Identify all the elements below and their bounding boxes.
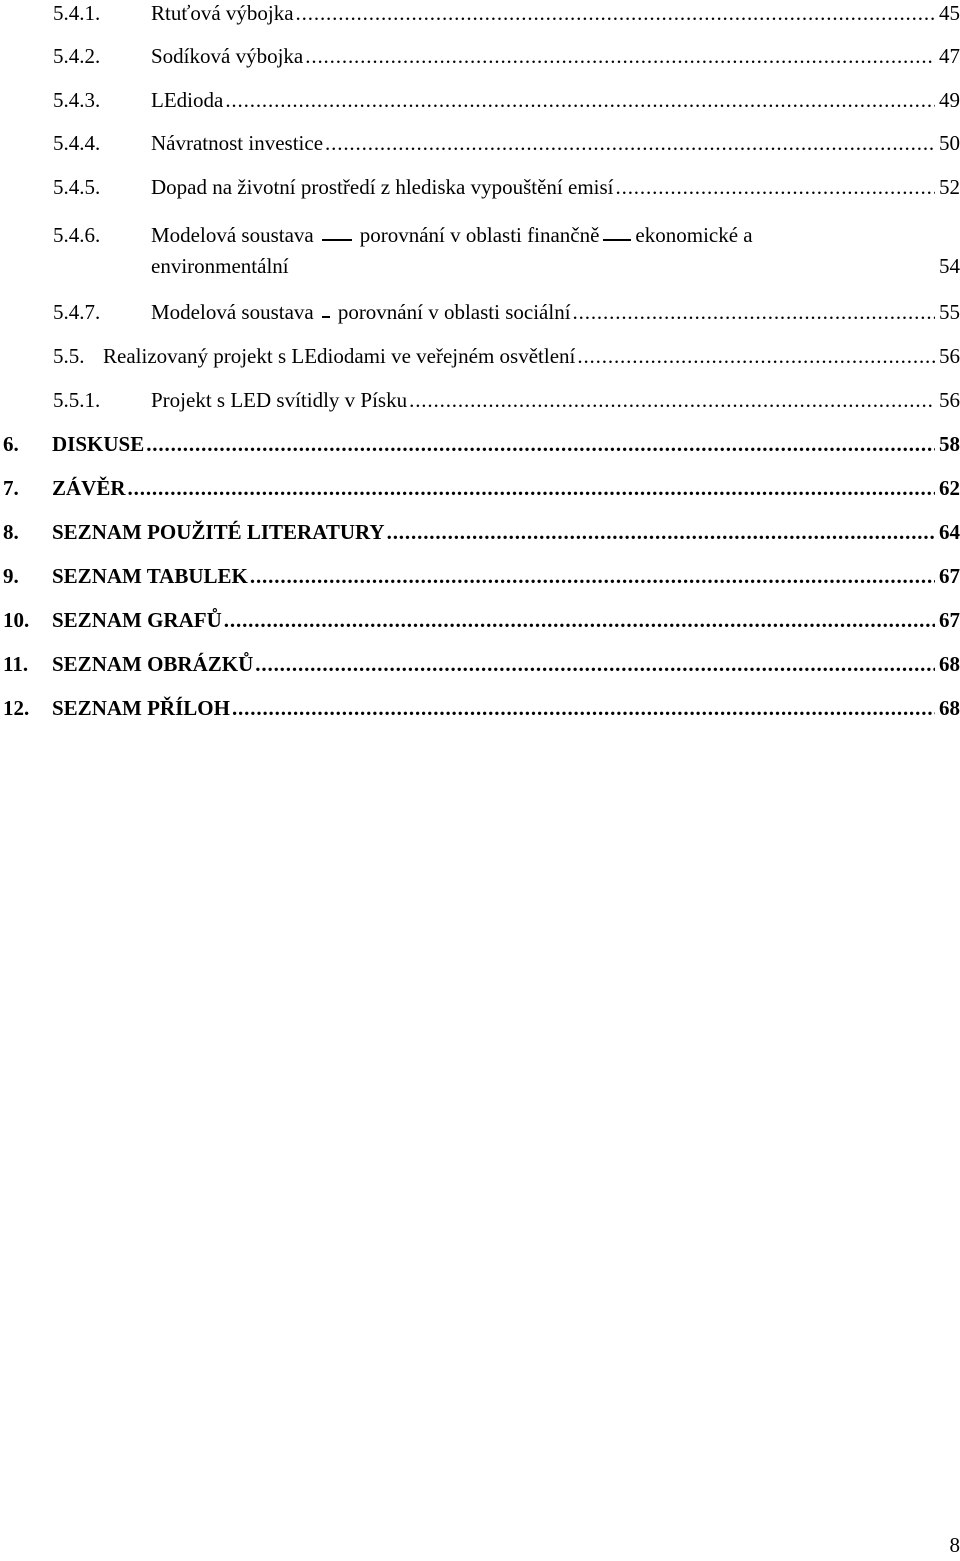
dot-leader [387,519,935,545]
toc-entry-title: SEZNAM TABULEK [52,564,248,588]
toc-entry-title: Realizovaný projekt s LEdiodami ve veřejném osvětlení [103,344,576,368]
toc-entry[interactable] [53,43,960,69]
toc-entry-page: 54 [939,254,960,278]
toc-entry-number: 5.4.7. [53,300,101,324]
toc-entry-number: 10. [3,608,30,632]
dash-separator [322,239,352,241]
toc-entry-title-part: Modelová soustava [151,223,314,247]
dot-leader [325,130,935,156]
toc-entry[interactable] [3,475,960,501]
toc-entry-number: 6. [3,432,19,456]
toc-entry-page: 47 [939,44,960,68]
toc-entry-title: SEZNAM OBRÁZKŮ [52,652,254,676]
toc-entry-number: 5.4.1. [53,1,101,25]
toc-entry-number: 5.4.6. [53,223,101,247]
toc-entry-title: Projekt s LED svítidly v Písku [151,388,408,412]
dot-leader [232,695,935,721]
toc-entry[interactable] [53,222,960,248]
toc-entry-page: 68 [939,696,960,720]
toc-entry-page: 56 [939,388,960,412]
toc-entry-title-part: porovnání v oblasti sociální [337,300,571,324]
toc-entry-title-part: ekonomické a [635,223,753,247]
toc-entry-continuation[interactable] [151,253,960,279]
toc-entry-page: 64 [939,520,960,544]
toc-entry-title: DISKUSE [52,432,145,456]
toc-entry-number: 5.4.3. [53,88,101,112]
toc-entry[interactable] [3,563,960,589]
toc-entry-page: 68 [939,652,960,676]
toc-entry-title: Rtuťová výbojka [151,1,294,25]
toc-entry[interactable] [53,387,960,413]
toc-entry-page: 45 [939,1,960,25]
toc-entry-page: 58 [939,432,960,456]
toc-entry-title: LEdioda [151,88,224,112]
toc-entry-title: SEZNAM GRAFŮ [52,608,222,632]
toc-entry-page: 67 [939,564,960,588]
toc-entry-number: 7. [3,476,19,500]
toc-entry-page: 62 [939,476,960,500]
dot-leader [616,174,936,200]
toc-entry[interactable] [53,299,960,325]
toc-entry[interactable] [3,651,960,677]
toc-entry-title: ZÁVĚR [52,476,126,500]
toc-entry-page: 55 [939,300,960,324]
dot-leader [146,431,935,457]
dot-leader [577,343,935,369]
toc-entry[interactable] [53,0,960,26]
toc-entry-number: 5.4.5. [53,175,101,199]
toc-entry[interactable] [3,607,960,633]
toc-entry[interactable] [53,130,960,156]
toc-entry-title: Sodíková výbojka [151,44,304,68]
toc-entry-page: 67 [939,608,960,632]
dot-leader [224,607,935,633]
toc-entry-page: 56 [939,344,960,368]
dash-separator [603,239,631,241]
toc-entry-title: Dopad na životní prostředí z hlediska vypouštění emisí [151,175,614,199]
toc-entry-number: 5.5.1. [53,388,101,412]
toc-entry-title: SEZNAM POUŽITÉ LITERATURY [52,520,385,544]
dot-leader [296,0,935,26]
toc-entry-page: 52 [939,175,960,199]
toc-entry[interactable] [53,343,960,369]
toc-entry-number: 5.4.2. [53,44,101,68]
toc-entry-title: Návratnost investice [151,131,324,155]
toc-entry-number: 8. [3,520,19,544]
toc-entry[interactable] [3,695,960,721]
toc-entry[interactable] [53,87,960,113]
dot-leader [250,563,935,589]
dot-leader [225,87,935,113]
toc-entry-title-continuation: environmentální [151,254,289,278]
toc-entry[interactable] [3,519,960,545]
toc-entry-number: 11. [3,652,29,676]
dot-leader [573,299,935,325]
dot-leader [128,475,935,501]
toc-entry-title-part: Modelová soustava [151,300,314,324]
toc-entry[interactable] [53,174,960,200]
toc-entry-title: SEZNAM PŘÍLOH [52,696,230,720]
dash-separator [322,316,330,318]
toc-entry-number: 5.5. [53,344,85,368]
dot-leader [409,387,935,413]
toc-entry-title-part: porovnání v oblasti finančně [359,223,600,247]
toc-entry-number: 9. [3,564,19,588]
dot-leader [255,651,935,677]
dot-leader [305,43,935,69]
toc-entry-page: 49 [939,88,960,112]
toc-entry-number: 12. [3,696,30,720]
toc-entry-page: 50 [939,131,960,155]
toc-entry-number: 5.4.4. [53,131,101,155]
page-number: 8 [949,1533,960,1557]
toc-entry[interactable] [3,431,960,457]
